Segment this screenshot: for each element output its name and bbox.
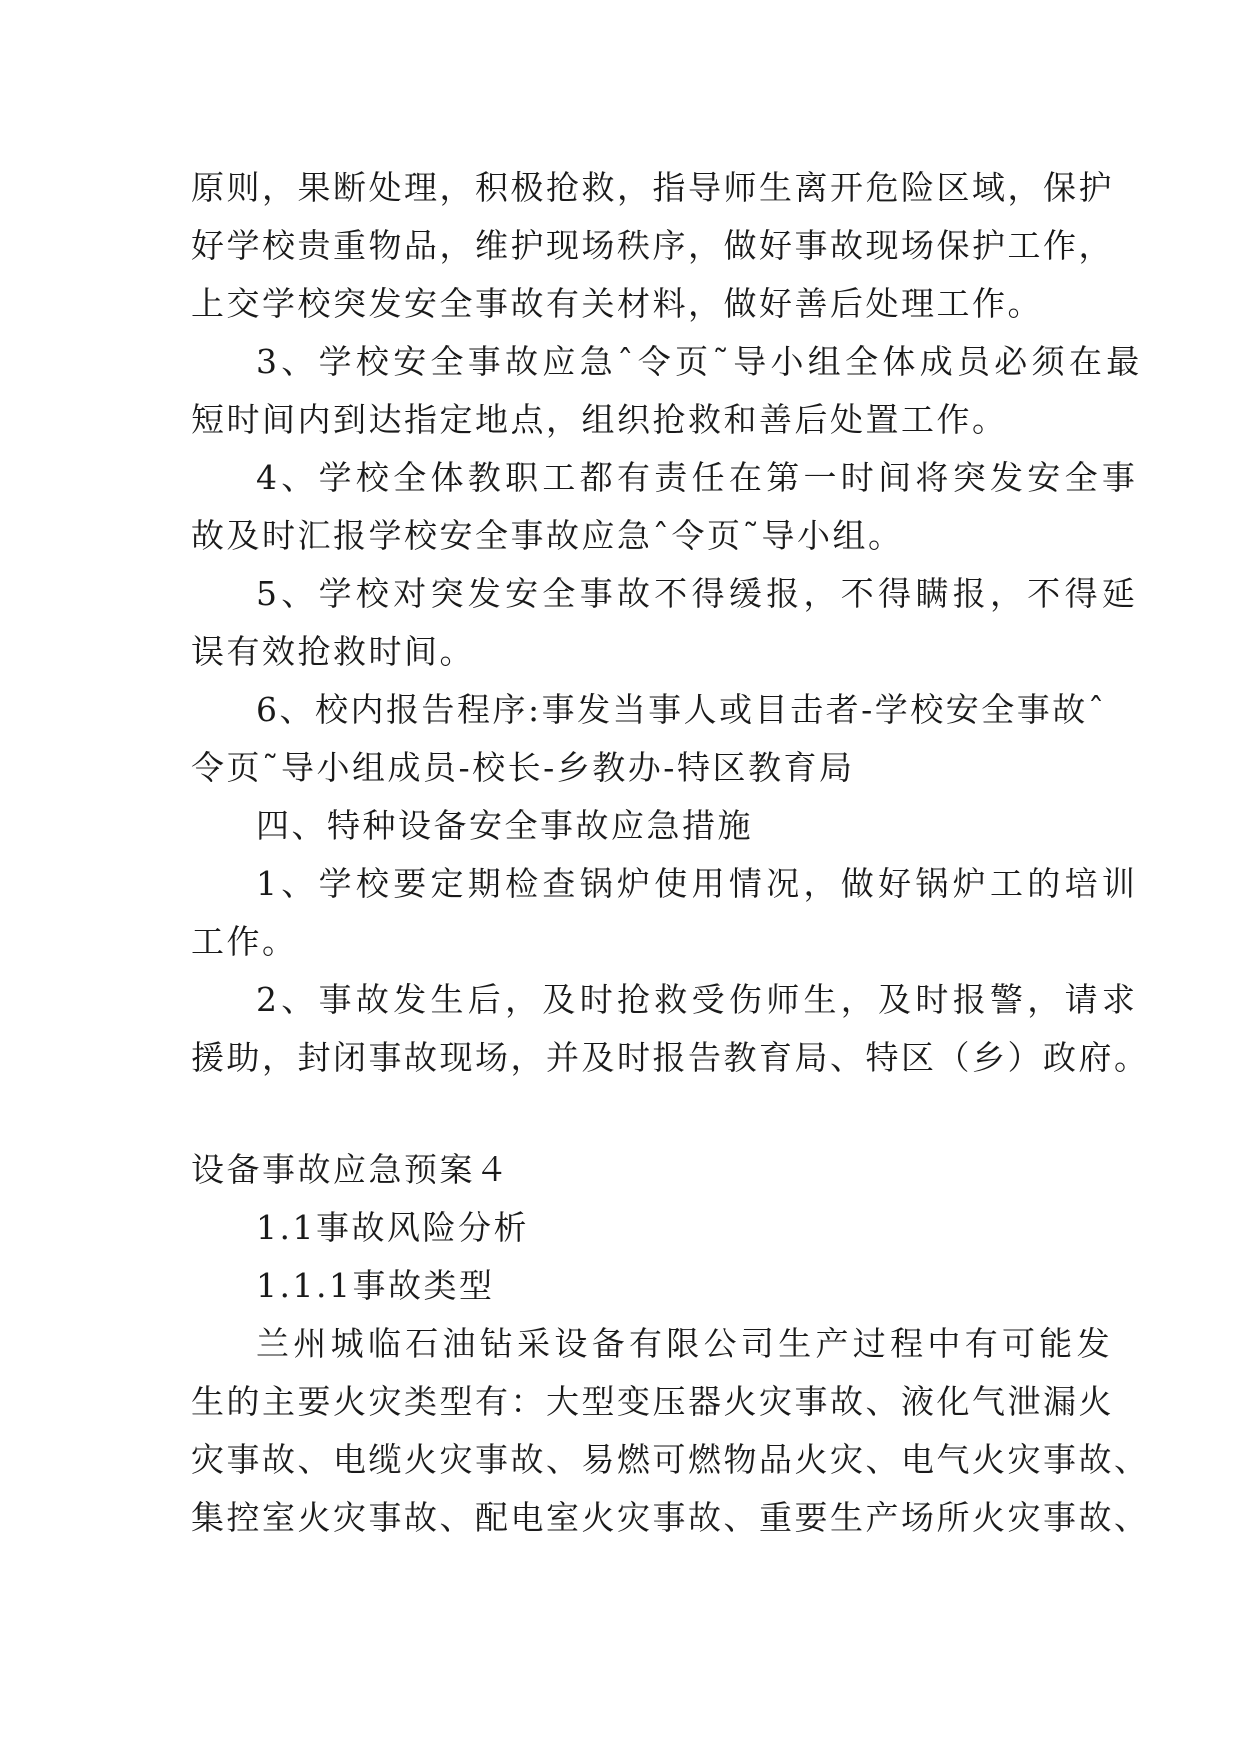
paragraph-line: 误有效抢救时间。 bbox=[191, 632, 475, 671]
paragraph-line: 生的主要火灾类型有：大型变压器火灾事故、液化气泄漏火 bbox=[191, 1382, 1114, 1421]
list-item-3: 3、学校安全事故应急ˆ令页˜导小组全体成员必须在最 bbox=[256, 342, 1144, 381]
subsection-heading: 1.1.1事故类型 bbox=[256, 1266, 495, 1305]
paragraph-line: 令页˜导小组成员-校长-乡教办-特区教育局 bbox=[191, 748, 855, 787]
list-item-6: 6、校内报告程序:事发当事人或目击者-学校安全事故ˆ bbox=[256, 690, 1107, 729]
paragraph-line: 好学校贵重物品，维护现场秩序，做好事故现场保护工作， bbox=[191, 226, 1114, 265]
paragraph-line: 短时间内到达指定地点，组织抢救和善后处置工作。 bbox=[191, 400, 1008, 439]
paragraph-line: 工作。 bbox=[191, 922, 298, 961]
paragraph-line: 上交学校突发安全事故有关材料，做好善后处理工作。 bbox=[191, 284, 1043, 323]
document-title: 设备事故应急预案４ bbox=[191, 1150, 511, 1189]
paragraph-line: 故及时汇报学校安全事故应急ˆ令页˜导小组。 bbox=[191, 516, 904, 555]
list-item-4: 4、学校全体教职工都有责任在第一时间将突发安全事 bbox=[256, 458, 1140, 497]
paragraph-line: 灾事故、电缆火灾事故、易燃可燃物品火灾、电气火灾事故、 bbox=[191, 1440, 1150, 1479]
paragraph-line: 援助，封闭事故现场，并及时报告教育局、特区（乡）政府。 bbox=[191, 1038, 1150, 1077]
list-item-2: 2、事故发生后，及时抢救受伤师生，及时报警，请求 bbox=[256, 980, 1140, 1019]
list-item-1: 1、学校要定期检查锅炉使用情况，做好锅炉工的培训 bbox=[256, 864, 1140, 903]
paragraph-line: 原则，果断处理，积极抢救，指导师生离开危险区域，保护 bbox=[191, 168, 1114, 207]
paragraph-line: 集控室火灾事故、配电室火灾事故、重要生产场所火灾事故、 bbox=[191, 1498, 1150, 1537]
paragraph-line: 兰州城临石油钻采设备有限公司生产过程中有可能发 bbox=[256, 1324, 1114, 1363]
subsection-heading: 1.1事故风险分析 bbox=[256, 1208, 529, 1247]
list-item-5: 5、学校对突发安全事故不得缓报，不得瞒报，不得延 bbox=[256, 574, 1140, 613]
section-heading: 四、特种设备安全事故应急措施 bbox=[256, 806, 753, 845]
